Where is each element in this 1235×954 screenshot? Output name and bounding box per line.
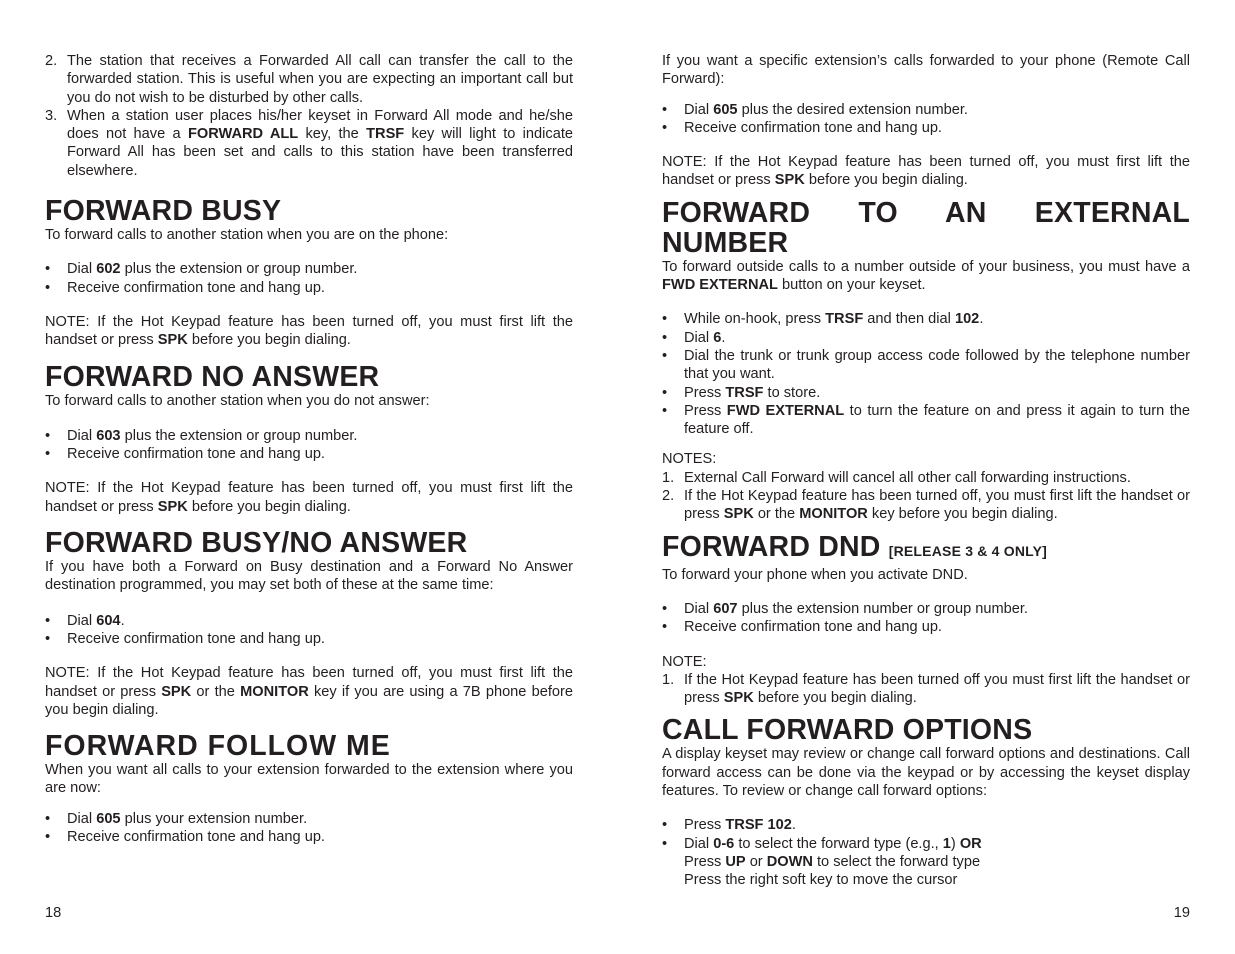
list-item: 1. If the Hot Keypad feature has been turned off you must first lift the handset or press SPK before you begin dialing. [662, 671, 1190, 707]
intro-numbered-list [45, 52, 573, 180]
list-item: • Dial 605 plus your extension number. [45, 810, 573, 828]
list-item: • Dial 605 plus the desired extension number. [662, 101, 1190, 119]
list-item: • Receive confirmation tone and hang up. [662, 618, 1190, 636]
page-number-right: 19 [1173, 905, 1190, 921]
bullet-list [662, 310, 1190, 438]
remote-forward-intro: If you want a specific extension’s calls forwarded to your phone (Remote Call Forward): [662, 53, 1190, 88]
section-title-forward-no-answer: FORWARD NO ANSWER [45, 360, 380, 393]
notes-list [662, 671, 1190, 708]
right-page-column [662, 52, 1190, 890]
section-title-forward-busy: FORWARD BUSY [45, 195, 282, 228]
list-item: • Press FWD EXTERNAL to turn the feature on and press it again to turn the feature off. [662, 402, 1190, 439]
list-item: • Receive confirmation tone and hang up. [45, 828, 573, 846]
note-text: NOTE: If the Hot Keypad feature has been turned off, you must first lift the handset or press SPK before you begin dialing. [45, 480, 573, 515]
list-item: • Dial 604. [45, 612, 573, 630]
section-title-forward-dnd: FORWARD DND [RELEASE 3 & 4 ONLY] [662, 530, 1048, 563]
list-item: • Receive confirmation tone and hang up. [45, 445, 573, 463]
bullet-list [45, 427, 573, 464]
list-item: • Receive confirmation tone and hang up. [662, 119, 1190, 137]
section-intro: To forward your phone when you activate DND. [662, 566, 968, 583]
bullet-list [662, 600, 1190, 637]
note-label: NOTE: [662, 653, 707, 670]
list-item: • Dial 6. [662, 329, 1190, 347]
page-number-left: 18 [45, 905, 62, 921]
release-tag: [RELEASE 3 & 4 ONLY] [888, 542, 1048, 559]
list-item: • Dial 607 plus the extension number or group number. [662, 600, 1190, 618]
notes-label: NOTES: [662, 451, 717, 468]
list-item: • Press TRSF to store. [662, 384, 1190, 402]
list-item: • Dial 603 plus the extension or group number. [45, 427, 573, 445]
section-intro: If you have both a Forward on Busy destination and a Forward No Answer destination programmed, you may set both of these at the same time: [45, 559, 573, 594]
left-page-column [45, 52, 573, 846]
bullet-list [662, 816, 1190, 889]
list-item: • Receive confirmation tone and hang up. [45, 279, 573, 297]
section-intro: A display keyset may review or change call forward options and destinations. Call forward access can be done via the keypad or by accessing the keyset display features. To review or change call forward options: [662, 746, 1190, 800]
list-item: • Press TRSF 102. [662, 816, 1190, 834]
list-item: • Dial the trunk or trunk group access code followed by the telephone number that you want. [662, 347, 1190, 384]
list-item: 1. External Call Forward will cancel all other call forwarding instructions. [662, 469, 1131, 486]
section-intro: When you want all calls to your extension forwarded to the extension where you are now: [45, 762, 573, 797]
section-intro: To forward calls to another station when you are on the phone: [45, 227, 449, 244]
section-title-call-forward-options: CALL FORWARD OPTIONS [662, 714, 1033, 747]
notes-list [662, 469, 1190, 524]
bullet-list [45, 810, 573, 847]
list-item: • Receive confirmation tone and hang up. [45, 630, 573, 648]
list-item: • While on-hook, press TRSF and then dial 102. [662, 310, 1190, 328]
list-item: 2. The station that receives a Forwarded All call can transfer the call to the forwarded station. This is useful when you are expecting an important call but you do not wish to be disturbed by other calls. [45, 53, 573, 106]
bullet-list [45, 260, 573, 297]
section-intro: To forward calls to another station when you do not answer: [45, 392, 430, 409]
section-intro: To forward outside calls to a number outside of your business, you must have a FWD EXTERNAL button on your keyset. [662, 258, 1190, 294]
bullet-list [45, 612, 573, 649]
note-text: NOTE: If the Hot Keypad feature has been turned off, you must first lift the handset or press SPK before you begin dialing. [45, 313, 573, 349]
list-item: • Dial 602 plus the extension or group number. [45, 260, 573, 278]
list-item: 2. If the Hot Keypad feature has been turned off, you must first lift the handset or press SPK or the MONITOR key before you begin dialing. [662, 488, 1190, 523]
list-item: • Dial 0-6 to select the forward type (e.g., 1) OR Press UP or DOWN to select the forward type Press the right soft key to move the cursor [662, 835, 1190, 890]
section-title-forward-busy-no-answer: FORWARD BUSY/NO ANSWER [45, 527, 468, 560]
list-item: 3. When a station user places his/her keyset in Forward All mode and he/she does not have a FORWARD ALL key, the TRSF key will light to indicate Forward All has been set and calls to this station have been transferred elsewhere. [45, 107, 573, 179]
note-text: NOTE: If the Hot Keypad feature has been turned off, you must first lift the handset or press SPK or the MONITOR key if you are using a 7B phone before you begin dialing. [45, 665, 573, 718]
bullet-list [662, 101, 1190, 138]
section-title-forward-external: FORWARD TO AN EXTERNAL NUMBER [662, 196, 1190, 259]
section-title-forward-follow-me: FORWARD FOLLOW ME [45, 730, 391, 763]
note-text: NOTE: If the Hot Keypad feature has been turned off, you must first lift the handset or press SPK before you begin dialing. [662, 154, 1190, 189]
